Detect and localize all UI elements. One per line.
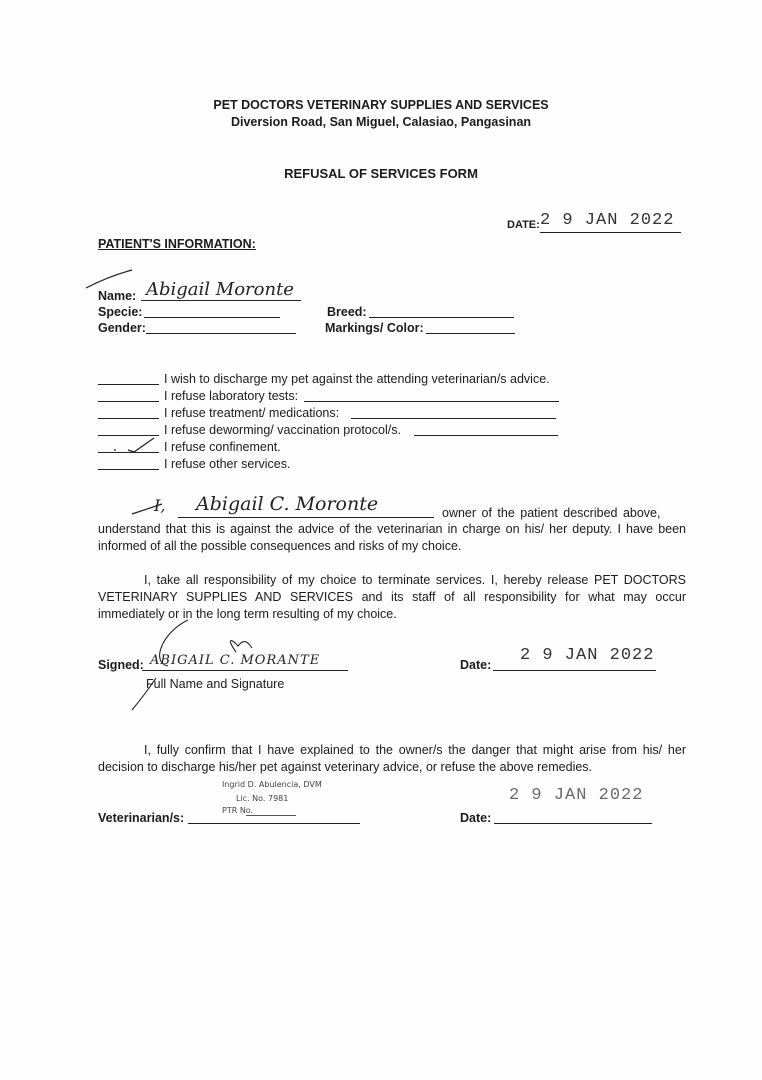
name-line [141,300,301,301]
vet-stamp-license: Lic. No. 7981 [236,794,289,803]
pen-stroke-mark-2 [130,500,166,516]
markings-line [426,333,515,334]
vet-line [188,823,360,824]
vet-confirmation: I, fully confirm that I have explained to the owner/s the danger that might arise from his/ her decision to discharge his/her pet against veterinary advice, or refuse the above remedies. [98,743,686,774]
breed-label: Breed: [327,305,367,319]
markings-label: Markings/ Color: [325,321,424,335]
option-treatment: I refuse treatment/ medications: [164,406,340,420]
vet-date-line [494,823,652,824]
deworming-line [414,435,558,436]
lab-tests-line [304,401,559,402]
vet-label: Veterinarian/s: [98,811,185,825]
signed-label: Signed: [98,658,144,672]
patient-section-title: PATIENT'S INFORMATION: [98,237,256,251]
option-other: I refuse other services. [164,457,291,471]
breed-line [369,317,514,318]
signature-caption: Full Name and Signature [146,677,285,691]
signed-date-label: Date: [460,658,492,672]
name-value: Abigail Moronte [146,279,294,300]
vet-stamp-name: Ingrid D. Abulencia, DVM [222,780,322,789]
gender-line [146,333,296,334]
date-line [540,232,681,233]
option-deworming: I refuse deworming/ vaccination protocol/s. [164,423,401,437]
responsibility-statement: I, take all responsibility of my choice to terminate services. I, hereby release PET DOCTORS VETERINARY SUPPLIES AND SERVICES and its staff of all responsibility for what may occur immediately or in the long term resulting of my choice. [98,573,686,621]
vet-date-stamp: 2 9 JAN 2022 [509,786,644,805]
owner-statement-end: owner of the patient described above, [442,506,661,520]
signed-date-line [493,670,656,671]
date-label: DATE: [507,219,540,231]
signed-date-stamp: 2 9 JAN 2022 [520,646,655,665]
owner-name: Abigail C. Moronte [196,493,379,515]
treatment-line [351,418,556,419]
vet-stamp-ptr: PTR No. [222,806,254,815]
option-discharge: I wish to discharge my pet against the attending veterinarian/s advice. [164,372,550,386]
form-title: REFUSAL OF SERVICES FORM [284,166,478,181]
date-stamp: 2 9 JAN 2022 [540,211,675,230]
vet-stamp-ptr-line [246,815,296,816]
pen-stroke-mark [84,268,136,290]
check-mark-icon [112,436,158,454]
company-name: PET DOCTORS VETERINARY SUPPLIES AND SERVICES [213,98,549,112]
risk-statement: understand that this is against the advice of the veterinarian in charge on his/ her deputy. I have been informed of all the possible consequences and risks of my choice. [98,522,686,553]
specie-line [144,317,280,318]
option-lab-tests: I refuse laboratory tests: [164,389,299,403]
option-blank-1 [98,384,159,385]
vet-date-label: Date: [460,811,492,825]
name-label: Name: [98,289,137,303]
company-address: Diversion Road, San Miguel, Calasiao, Pangasinan [230,115,532,129]
option-confinement: I refuse confinement. [164,440,281,454]
owner-line [178,517,434,518]
option-blank-3 [98,418,159,419]
gender-label: Gender: [98,321,146,335]
specie-label: Specie: [98,305,143,319]
signed-value: ABIGAIL C. MORANTE [150,653,321,668]
option-blank-6 [98,469,159,470]
signed-line [142,670,348,671]
owner-prefix: I, [154,496,166,515]
option-blank-2 [98,401,159,402]
